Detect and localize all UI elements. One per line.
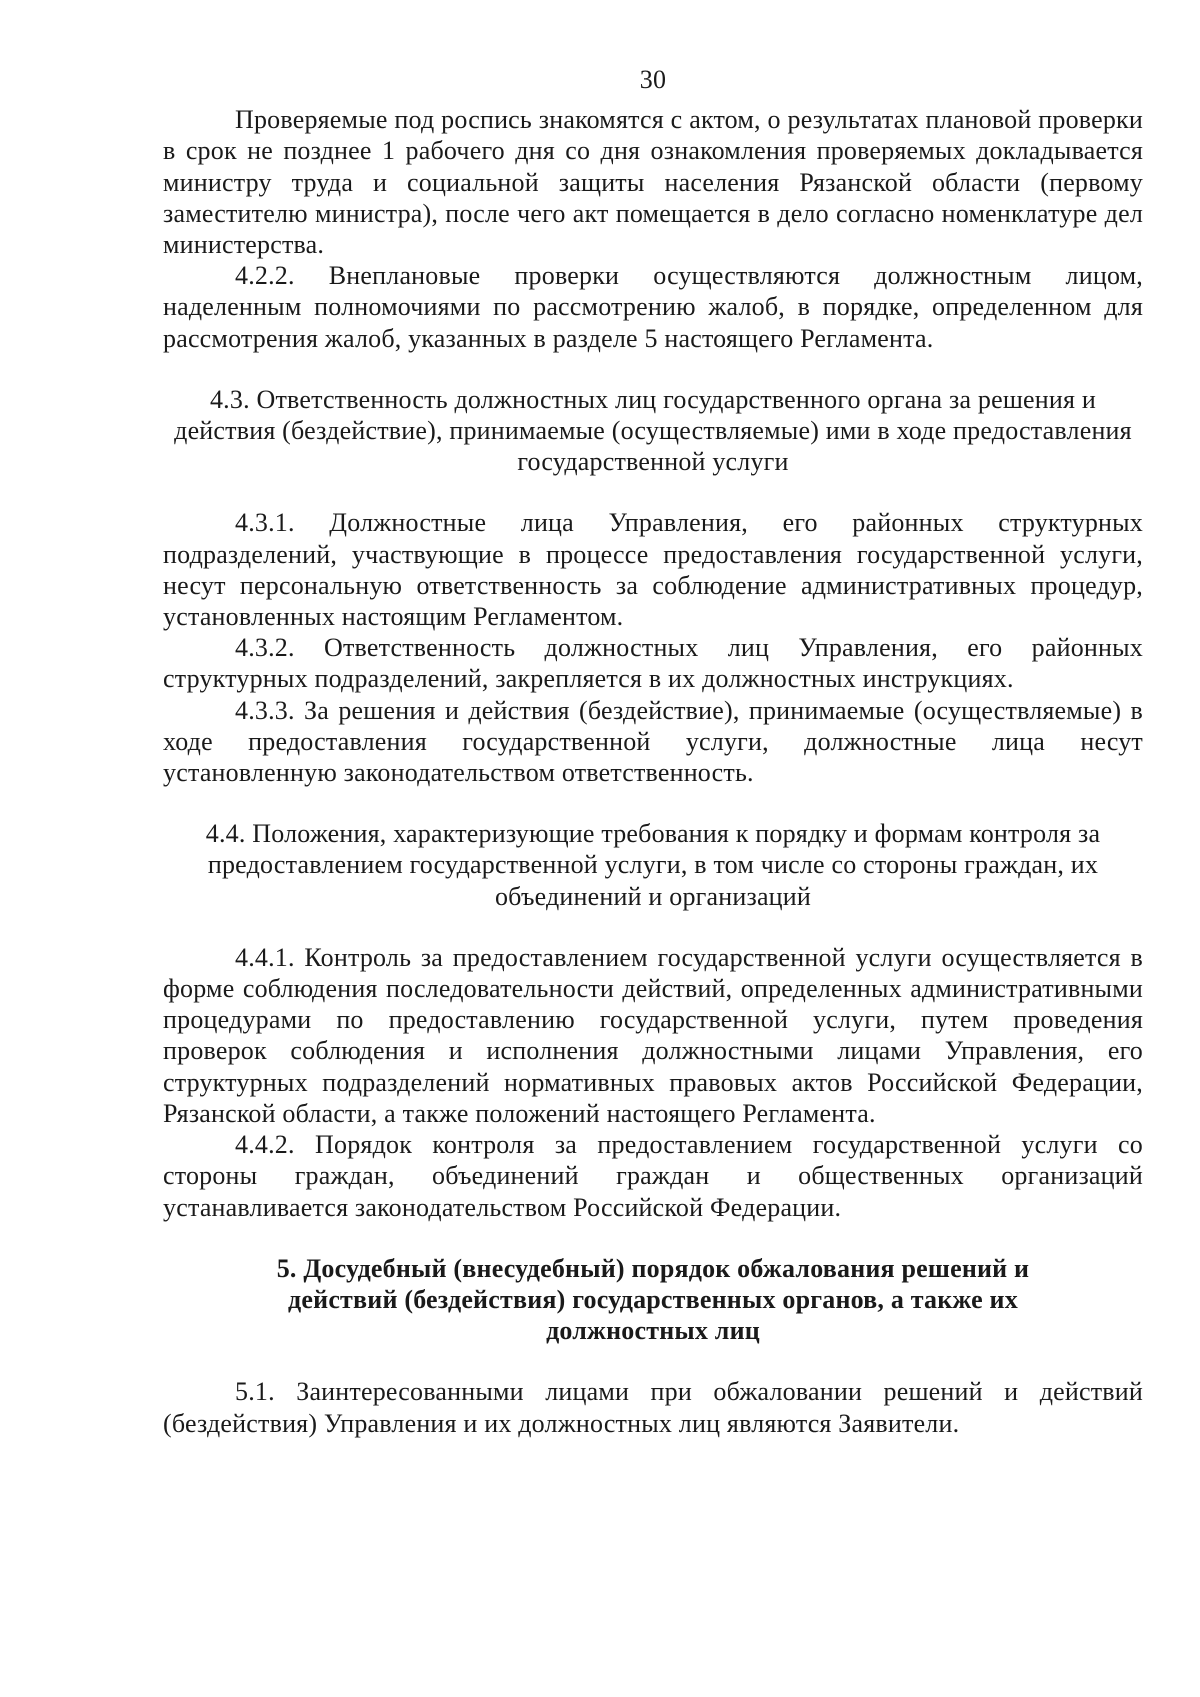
chapter-heading-5: 5. Досудебный (внесудебный) порядок обжалования решений и действий (бездействия) государственных органов, а также их должностных лиц <box>276 1253 1030 1346</box>
paragraph-4-3-1: 4.3.1. Должностные лица Управления, его районных структурных подразделений, участвующие в процессе предоставления государственной услуги, несут персональную ответственность за соблюдение административных процедур, установленных настоящим Регламентом. <box>163 508 1143 632</box>
paragraph-4-2-2: 4.2.2. Внеплановые проверки осуществляются должностным лицом, наделенным полномочиями по рассмотрению жалоб, в порядке, определенном для рассмотрения жалоб, указанных в разделе 5 настоящего Регламента. <box>163 261 1143 353</box>
paragraph-5-1: 5.1. Заинтересованными лицами при обжаловании решений и действий (бездействия) Управления и их должностных лиц являются Заявители. <box>163 1377 1143 1438</box>
page-number: 30 <box>639 65 667 94</box>
paragraph-act-familiarization: Проверяемые под роспись знакомятся с актом, о результатах плановой проверки в срок не позднее 1 рабочего дня со дня ознакомления проверяемых докладывается министру труда и социальной защиты населения Рязанской области (первому заместителю министра), после чего акт помещается в дело согласно номенклатуре дел министерства. <box>163 105 1143 260</box>
paragraph-4-3-3: 4.3.3. За решения и действия (бездействие), принимаемые (осуществляемые) в ходе предоставления государственной услуги, должностные лица несут установленную законодательством ответственность. <box>163 695 1143 788</box>
paragraph-4-3-2: 4.3.2. Ответственность должностных лиц Управления, его районных структурных подразделений, закрепляется в их должностных инструкциях. <box>163 633 1143 694</box>
paragraph-4-4-1: 4.4.1. Контроль за предоставлением государственной услуги осуществляется в форме соблюдения последовательности действий, определенных административными процедурами по предоставлению государственной услуги, путем проведения проверок соблюдения и исполнения должностными лицами Управления, его структурных подразделений нормативных правовых актов Российской Федерации, Рязанской области, а также положений настоящего Регламента. <box>163 942 1143 1128</box>
document-page <box>163 64 1143 1439</box>
paragraph-4-4-2: 4.4.2. Порядок контроля за предоставлением государственной услуги со стороны граждан, объединений граждан и общественных организаций устанавливается законодательством Российской Федерации. <box>163 1130 1143 1222</box>
section-heading-4-4: 4.4. Положения, характеризующие требования к порядку и формам контроля за предоставлением государственной услуги, в том числе со стороны граждан, их объединений и организаций <box>205 819 1101 911</box>
section-heading-4-3: 4.3. Ответственность должностных лиц государственного органа за решения и действия (бездействие), принимаемые (осуществляемые) ими в ходе предоставления государственной услуги <box>174 384 1132 477</box>
